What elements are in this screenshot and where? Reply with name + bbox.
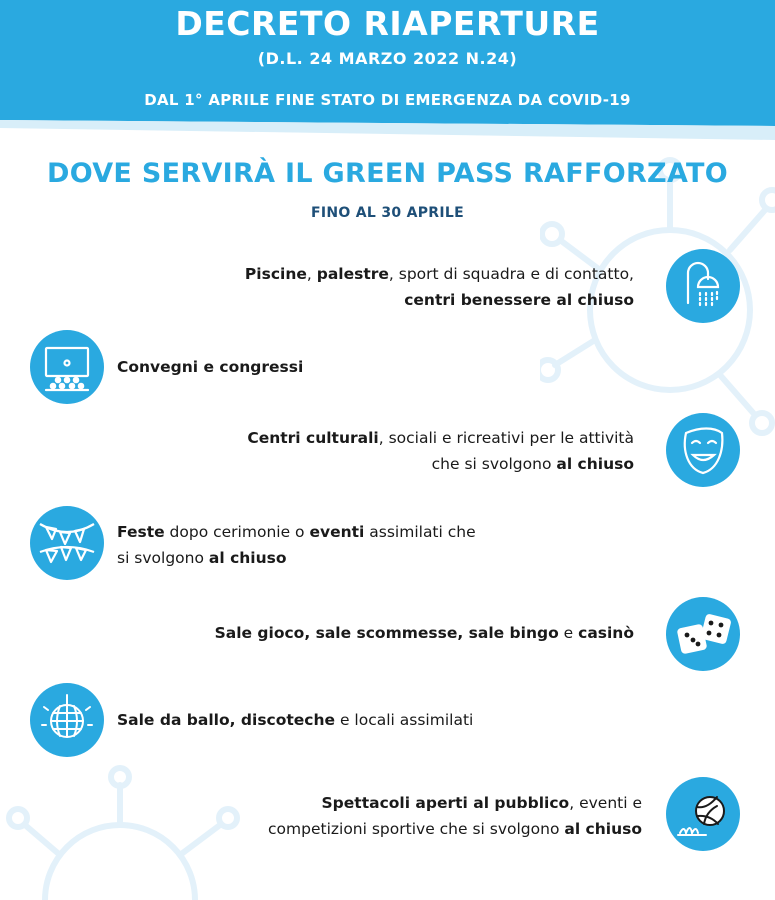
bold-text: al chiuso xyxy=(208,549,287,567)
item-text-line-1 xyxy=(117,354,303,380)
bold-text: casinò xyxy=(578,624,634,642)
emergency-end-note: DAL 1° APRILE FINE STATO DI EMERGENZA DA COVID-19 xyxy=(144,91,631,109)
volleyball-icon xyxy=(666,777,740,851)
dice-icon xyxy=(666,597,740,671)
item-text-line-1 xyxy=(247,425,634,451)
bold-text: palestre xyxy=(316,265,389,283)
text-segment: , xyxy=(306,265,317,283)
page-title: DECRETO RIAPERTURE xyxy=(175,4,600,43)
bold-text: Feste xyxy=(117,523,165,541)
item-text-line-2 xyxy=(117,545,476,571)
text-segment: che si svolgono xyxy=(431,455,557,473)
list-item-sale-da-ballo xyxy=(117,707,473,733)
bold-text: Piscine xyxy=(244,265,307,283)
list-item-convegni xyxy=(117,354,303,380)
list-item-spettacoli xyxy=(268,790,642,842)
list-item-sale-gioco xyxy=(215,620,634,646)
text-segment: e xyxy=(558,624,579,642)
shower-icon xyxy=(666,249,740,323)
text-segment: competizioni sportive che si svolgono xyxy=(268,820,565,838)
bold-text: al chiuso xyxy=(564,820,642,838)
decree-reference: (D.L. 24 MARZO 2022 N.24) xyxy=(257,49,518,68)
bold-text: Sale gioco, sale scommesse, sale bingo xyxy=(214,624,559,642)
theater-mask-icon xyxy=(666,413,740,487)
item-text-line-1 xyxy=(268,790,642,816)
bold-text: eventi xyxy=(309,523,365,541)
virus-background-icon-2 xyxy=(0,760,260,900)
bold-text: centri benessere al chiuso xyxy=(404,291,634,309)
bunting-icon xyxy=(30,506,104,580)
text-segment: , sociali e ricreativi per le attività xyxy=(378,429,634,447)
item-text-line-2 xyxy=(245,287,634,313)
text-segment: , eventi e xyxy=(569,794,642,812)
item-text-line-1 xyxy=(215,620,634,646)
item-text-line-2 xyxy=(268,816,642,842)
conference-icon xyxy=(30,330,104,404)
list-item-feste xyxy=(117,519,476,571)
text-segment: si svolgono xyxy=(117,549,209,567)
bold-text: Sale da ballo, discoteche xyxy=(117,711,336,729)
list-item-centri-culturali xyxy=(247,425,634,477)
item-text-line-2 xyxy=(247,451,634,477)
bold-text: Convegni e congressi xyxy=(117,358,304,376)
bold-text: Spettacoli aperti al pubblico xyxy=(321,794,570,812)
section-subheading: FINO AL 30 APRILE xyxy=(311,205,464,221)
text-segment: , sport di squadra e di contatto, xyxy=(388,265,634,283)
disco-ball-icon xyxy=(30,683,104,757)
text-segment: e locali assimilati xyxy=(335,711,474,729)
header-banner xyxy=(0,0,775,120)
list-item-piscine xyxy=(245,261,634,313)
item-text-line-1 xyxy=(117,519,476,545)
text-segment: dopo cerimonie o xyxy=(164,523,310,541)
bold-text: Centri culturali xyxy=(247,429,379,447)
bold-text: al chiuso xyxy=(556,455,634,473)
section-heading: DOVE SERVIRÀ IL GREEN PASS RAFFORZATO xyxy=(46,158,729,189)
text-segment: assimilati che xyxy=(364,523,476,541)
item-text-line-1 xyxy=(245,261,634,287)
item-text-line-1 xyxy=(117,707,473,733)
